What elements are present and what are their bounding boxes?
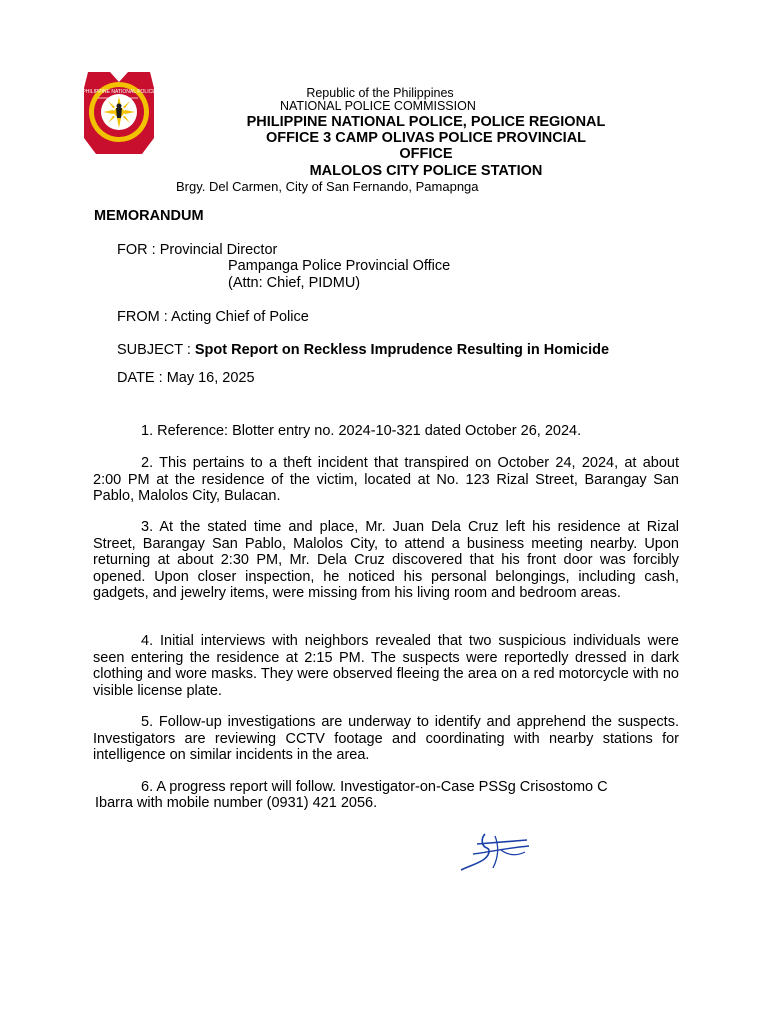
memo-for [117,242,277,259]
memo-subject [117,342,609,359]
paragraph-6: 6. A progress report will follow. Investigator-on-Case PSSg Crisostomo C [141,779,608,795]
memo-title: MEMORANDUM [94,208,204,224]
paragraph-5: 5. Follow-up investigations are underway to identify and apprehend the suspects. Investigators are reviewing CCTV footage and coordinating with nearby stations for intelligence on similar incidents in the area. [93,714,679,763]
signature-mark [455,826,533,876]
for-line2: Pampanga Police Provincial Office [228,258,451,274]
pnp-seal-logo [80,68,158,158]
header-republic: Republic of the Philippines [306,86,454,100]
date-value: May 16, 2025 [166,370,255,386]
memo-from [117,309,309,326]
header-office-line2: OFFICE 3 CAMP OLIVAS POLICE PROVINCIAL [265,130,587,146]
seal-text: PHILIPPINE NATIONAL POLICE [82,89,156,95]
header-commission: NATIONAL POLICE COMMISSION [280,99,476,113]
paragraph-6-continued: Ibarra with mobile number (0931) 421 2056. [95,795,378,811]
paragraph-4: 4. Initial interviews with neighbors revealed that two suspicious individuals were seen entering the residence at 2:15 PM. The suspects were reportedly dressed in dark clothing and wore masks. They were observed fleeing the area on a red motorcycle with no visible license plate. [93,633,679,699]
header-office-line1: PHILIPPINE NATIONAL POLICE, POLICE REGIONAL [246,114,606,130]
for-line3: (Attn: Chief, PIDMU) [228,275,361,291]
header-address: Brgy. Del Carmen, City of San Fernando, Pamapnga [176,179,479,194]
date-label: DATE : [117,370,167,386]
header-station: MALOLOS CITY POLICE STATION [309,163,543,179]
paragraph-3: 3. At the stated time and place, Mr. Juan Dela Cruz left his residence at Rizal Street, Barangay San Pablo, Malolos City, to attend a business meeting nearby. Upon returning at about 2:30 PM, Mr. Dela Cruz discovered that his front door was forcibly opened. Upon closer inspection, he noticed his personal belongings, including cash, gadgets, and jewelry items, were missing from his living room and bedroom areas. [93,519,679,601]
header-office-line3: OFFICE [399,146,453,162]
subject-value: Spot Report on Reckless Imprudence Resulting in Homicide [194,342,610,358]
paragraph-1: 1. Reference: Blotter entry no. 2024-10-321 dated October 26, 2024. [141,423,582,439]
for-value: Provincial Director [159,242,278,258]
from-label: FROM : [117,309,171,325]
subject-label: SUBJECT : [117,342,195,358]
memo-date [117,370,255,387]
paragraph-2: 2. This pertains to a theft incident that transpired on October 24, 2024, at about 2:00 PM at the residence of the victim, located at No. 123 Rizal Street, Barangay San Pablo, Malolos City, Bulacan. [93,455,679,504]
for-label: FOR : [117,242,160,258]
from-value: Acting Chief of Police [170,309,309,325]
